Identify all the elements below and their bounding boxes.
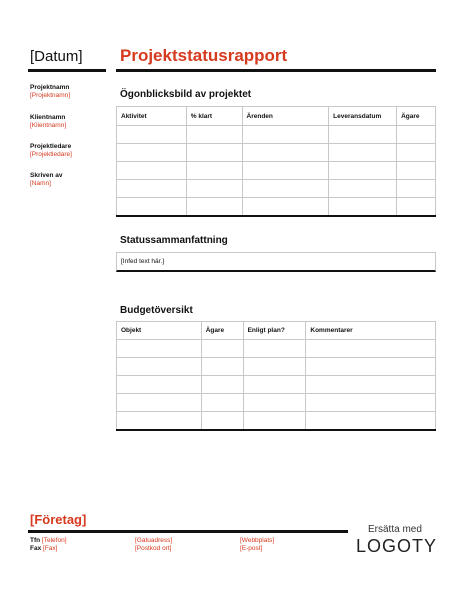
- table-cell[interactable]: [117, 376, 202, 394]
- table-cell[interactable]: [397, 126, 436, 144]
- table-cell[interactable]: [117, 162, 187, 180]
- table-cell[interactable]: [186, 198, 242, 216]
- table-cell[interactable]: [306, 340, 436, 358]
- table-cell[interactable]: [242, 144, 329, 162]
- table-row: [117, 340, 436, 358]
- email-value: [E-post]: [240, 545, 263, 552]
- phone-value: [Telefon]: [41, 537, 67, 544]
- author-block: [30, 172, 63, 188]
- table-row: [117, 376, 436, 394]
- table-row: [117, 394, 436, 412]
- company-name: [Företag]: [30, 512, 87, 527]
- table-cell[interactable]: [329, 144, 397, 162]
- project-manager-label: Projektledare: [30, 143, 72, 150]
- table-cell[interactable]: [117, 144, 187, 162]
- table-cell[interactable]: [186, 144, 242, 162]
- table-cell[interactable]: [242, 198, 329, 216]
- table-cell[interactable]: [243, 340, 306, 358]
- column-header: Leveransdatum: [329, 107, 397, 126]
- author-value: [Namn]: [30, 180, 51, 187]
- table-cell[interactable]: [243, 376, 306, 394]
- column-header: Ägare: [397, 107, 436, 126]
- table-cell[interactable]: [242, 126, 329, 144]
- column-header: Ärenden: [242, 107, 329, 126]
- project-name-block: [30, 84, 70, 100]
- fax-label: Fax: [30, 545, 42, 552]
- table-cell[interactable]: [186, 162, 242, 180]
- table-cell[interactable]: [186, 126, 242, 144]
- table-cell[interactable]: [117, 412, 202, 430]
- column-header: % klart: [186, 107, 242, 126]
- title-divider: [116, 69, 436, 72]
- column-header: Ägare: [201, 322, 243, 340]
- table-cell[interactable]: [397, 144, 436, 162]
- table-cell[interactable]: [117, 358, 202, 376]
- table-cell[interactable]: [186, 180, 242, 198]
- column-header: Aktivitet: [117, 107, 187, 126]
- date-field: [Datum]: [30, 48, 83, 65]
- table-cell[interactable]: [306, 358, 436, 376]
- table-row: [117, 144, 436, 162]
- address-block: [135, 537, 172, 553]
- table-row: [117, 180, 436, 198]
- table-row: [117, 162, 436, 180]
- table-cell[interactable]: [397, 198, 436, 216]
- table-cell[interactable]: [306, 412, 436, 430]
- project-manager-value: [Projektledare]: [30, 151, 72, 158]
- logo-placeholder: LOGOTY: [356, 536, 438, 556]
- table-cell[interactable]: [306, 394, 436, 412]
- project-name-value: [Projektnamn]: [30, 92, 71, 99]
- snapshot-heading: Ögonblicksbild av projektet: [120, 89, 252, 100]
- table-cell[interactable]: [397, 180, 436, 198]
- postal-value: [Postkod ort]: [135, 545, 172, 552]
- summary-heading: Statussammanfattning: [120, 235, 228, 246]
- table-row: [117, 126, 436, 144]
- table-row: [117, 198, 436, 216]
- table-cell[interactable]: [117, 394, 202, 412]
- web-block: [240, 537, 274, 553]
- table-row: [117, 412, 436, 430]
- client-name-block: [30, 114, 66, 130]
- table-cell[interactable]: [117, 180, 187, 198]
- phone-label: Tfn: [30, 537, 41, 544]
- table-cell[interactable]: [117, 198, 187, 216]
- table-cell[interactable]: [243, 358, 306, 376]
- table-cell[interactable]: [201, 358, 243, 376]
- table-row: [117, 358, 436, 376]
- table-cell[interactable]: [117, 340, 202, 358]
- project-name-label: Projektnamn: [30, 84, 70, 91]
- left-divider: [28, 69, 106, 72]
- table-cell[interactable]: [201, 394, 243, 412]
- website-value: [Webbplats]: [240, 537, 275, 544]
- contact-phone-block: [30, 537, 67, 553]
- footer-divider: [28, 530, 348, 533]
- table-cell[interactable]: [201, 376, 243, 394]
- table-cell[interactable]: [117, 126, 187, 144]
- logo-placeholder-caption: Ersätta med: [368, 524, 422, 535]
- fax-value: [Fax]: [43, 545, 58, 552]
- table-header-row: [117, 107, 436, 126]
- column-header: Kommentarer: [306, 322, 436, 340]
- client-name-value: [Klientnamn]: [30, 122, 67, 129]
- table-cell[interactable]: [397, 162, 436, 180]
- table-cell[interactable]: [201, 412, 243, 430]
- author-label: Skriven av: [30, 172, 63, 179]
- street-value: [Gatuadress]: [135, 537, 173, 544]
- table-cell[interactable]: [329, 162, 397, 180]
- table-cell[interactable]: [329, 198, 397, 216]
- table-cell[interactable]: [242, 162, 329, 180]
- table-header-row: [117, 322, 436, 340]
- page-title: Projektstatusrapport: [120, 46, 288, 65]
- table-cell[interactable]: [243, 412, 306, 430]
- column-header: Objekt: [117, 322, 202, 340]
- table-cell[interactable]: [329, 126, 397, 144]
- column-header: Enligt plan?: [243, 322, 306, 340]
- budget-heading: Budgetöversikt: [120, 305, 193, 316]
- client-name-label: Klientnamn: [30, 114, 66, 121]
- project-manager-block: [30, 143, 72, 159]
- table-cell[interactable]: [243, 394, 306, 412]
- table-cell[interactable]: [306, 376, 436, 394]
- budget-table: [116, 321, 436, 431]
- table-cell[interactable]: [242, 180, 329, 198]
- snapshot-table: [116, 106, 436, 217]
- summary-text-box[interactable]: [Infed text här.]: [116, 252, 436, 272]
- table-cell[interactable]: [201, 340, 243, 358]
- table-cell[interactable]: [329, 180, 397, 198]
